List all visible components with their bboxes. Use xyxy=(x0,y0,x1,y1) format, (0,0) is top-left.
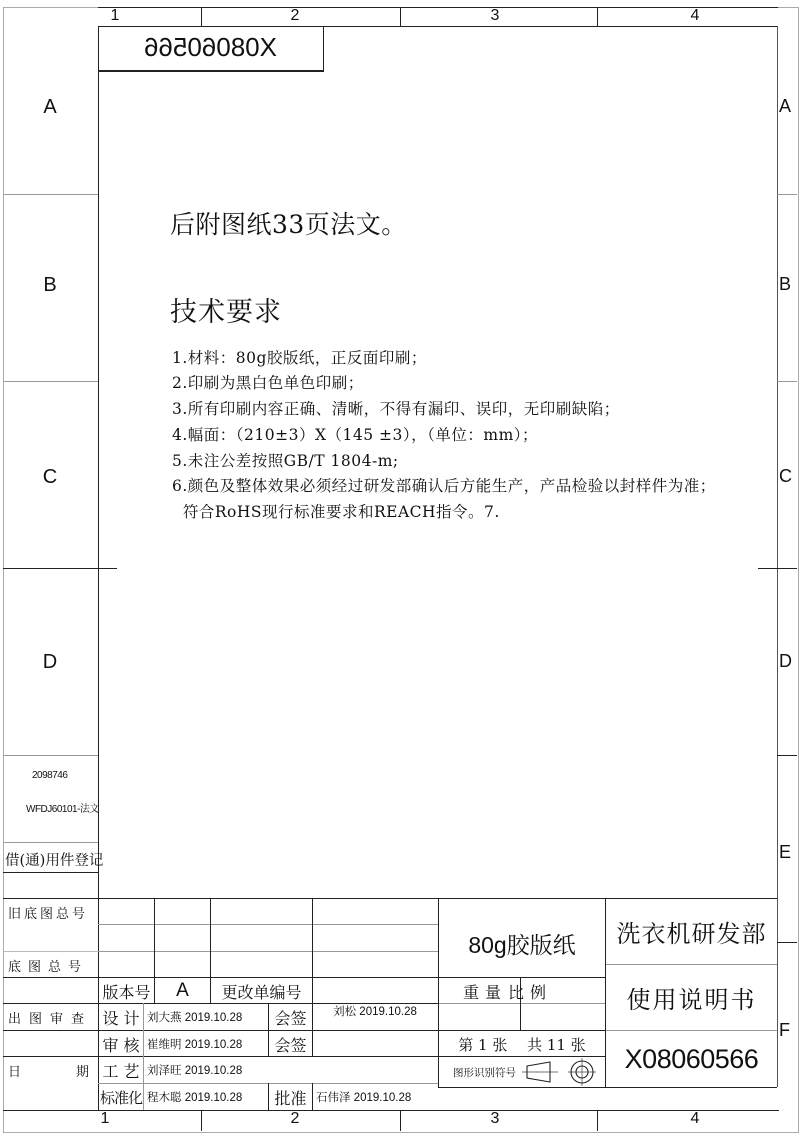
scale-label: 比例 xyxy=(508,982,553,1002)
tb-vline xyxy=(312,898,313,1003)
old-base-number-label: 旧底图总号 xyxy=(8,906,89,922)
version-value: A xyxy=(176,980,189,1001)
approval-value[interactable]: 石伟泽 2019.10.28 xyxy=(316,1092,412,1104)
zone-divider-left xyxy=(3,194,98,195)
signature-role-review: 审 核 xyxy=(102,1035,140,1055)
col-divider-bottom xyxy=(597,1110,598,1131)
row-letter-right-e: E xyxy=(779,842,792,862)
sheet-info: 第 1 张 共 11 张 xyxy=(458,1035,586,1054)
signature-value-process[interactable]: 刘泽旺 2019.10.28 xyxy=(147,1065,243,1077)
version-label: 版本号 xyxy=(102,982,151,1002)
requirement-item: 5.未注公差按照GB/T 1804-m; xyxy=(172,452,399,470)
column-number-4: 4 xyxy=(690,7,700,24)
mirrored-part-number: X08060566 xyxy=(143,32,278,62)
requirement-item: 6.颜色及整体效果必须经过研发部确认后方能生产，产品检验以封样件为准； xyxy=(172,477,716,495)
side-doc-code: WFDJ60101-法文 xyxy=(26,804,99,815)
approval-label: 批准 xyxy=(274,1088,307,1108)
zone-divider-left xyxy=(3,381,98,382)
review-label: 出图审查 xyxy=(8,1011,93,1027)
document-name: 使用说明书 xyxy=(626,986,757,1014)
symbol-row xyxy=(439,1057,605,1087)
row-letter-right-a: A xyxy=(779,96,792,116)
material-text: 80g胶版纸 xyxy=(468,931,576,958)
side-doc-number: 2098746 xyxy=(32,770,68,781)
signature-value-standardization[interactable]: 程木聪 2019.10.28 xyxy=(147,1092,243,1104)
change-order-label: 更改单编号 xyxy=(221,982,302,1002)
tb-vline xyxy=(154,898,155,977)
countersign-label-1: 会签 xyxy=(274,1008,307,1028)
attached-drawings-note: 后附图纸33页法文。 xyxy=(170,210,407,239)
top-strip-topline xyxy=(98,7,778,8)
column-number-bottom-4: 4 xyxy=(690,1110,700,1127)
col-divider xyxy=(201,7,202,26)
inner-frame-right xyxy=(777,26,778,1087)
borrow-register-label: 借(通)用件登记 xyxy=(5,853,104,869)
requirement-item: 4.幅面：（210±3）X（145 ±3），（单位：mm）； xyxy=(172,426,539,444)
col-divider-bottom xyxy=(400,1110,401,1131)
material-name xyxy=(439,899,605,977)
signature-role-design: 设 计 xyxy=(102,1008,140,1028)
projection-circle-icon xyxy=(568,1058,596,1086)
tb-line xyxy=(98,951,438,952)
row-letter-right-d: D xyxy=(779,651,792,671)
col-divider xyxy=(597,7,598,26)
requirement-item: 2.印刷为黑白色单色印刷； xyxy=(172,374,364,392)
part-number: X08060566 xyxy=(624,1043,759,1074)
column-number-bottom-1: 1 xyxy=(100,1110,110,1127)
requirement-item: 符合RoHS现行标准要求和REACH指令。7. xyxy=(172,503,500,521)
row-letter-d: D xyxy=(42,651,58,673)
signature-value-review[interactable]: 崔维明 2019.10.28 xyxy=(147,1039,243,1051)
department-name: 洗衣机研发部 xyxy=(616,920,767,948)
requirement-item: 3.所有印刷内容正确、清晰，不得有漏印、误印，无印刷缺陷； xyxy=(172,400,620,418)
column-number-bottom-3: 3 xyxy=(490,1110,500,1127)
col-divider-bottom xyxy=(201,1110,202,1131)
countersign-value-1[interactable]: 刘松 2019.10.28 xyxy=(333,1006,417,1018)
zone-divider-left xyxy=(3,872,98,873)
col-divider xyxy=(400,7,401,26)
zone-divider-right xyxy=(777,381,797,382)
row-letter-right-b: B xyxy=(779,274,792,294)
tb-vline xyxy=(312,1083,313,1110)
column-number-2: 2 xyxy=(290,7,300,24)
row-letter-right-c: C xyxy=(779,466,792,486)
zone-tick xyxy=(777,942,797,943)
zone-divider-right xyxy=(758,568,797,569)
signature-role-standardization: 标准化 xyxy=(99,1088,142,1107)
base-number-label: 底图总号 xyxy=(8,959,89,975)
column-number-bottom-2: 2 xyxy=(290,1110,300,1127)
projection-cone-icon xyxy=(522,1061,558,1083)
tb-line xyxy=(438,1087,777,1088)
tb-vline xyxy=(143,1003,144,1110)
row-letter-c: C xyxy=(42,466,58,488)
zone-divider-left xyxy=(3,755,98,756)
symbol-label: 图形识别符号 xyxy=(453,1066,516,1079)
date-label: 日 期 xyxy=(8,1064,94,1080)
row-letter-right-f: F xyxy=(779,1020,790,1040)
zone-divider-left xyxy=(3,568,117,569)
column-number-1: 1 xyxy=(110,7,120,24)
row-letter-b: B xyxy=(43,274,57,296)
countersign-value-2[interactable] xyxy=(313,1031,437,1057)
countersign-label-2: 会签 xyxy=(274,1035,307,1055)
zone-divider-left xyxy=(3,842,98,843)
signature-value-design[interactable]: 刘大燕 2019.10.28 xyxy=(147,1012,243,1024)
tb-line xyxy=(98,924,438,925)
row-letter-a: A xyxy=(43,96,57,118)
zone-divider-right xyxy=(777,755,797,756)
weight-label: 重量 xyxy=(463,982,508,1002)
column-number-3: 3 xyxy=(490,7,500,24)
signature-role-process: 工 艺 xyxy=(102,1061,140,1081)
zone-divider-right xyxy=(777,194,797,195)
tech-requirements-title: 技术要求 xyxy=(170,297,282,328)
requirement-item: 1.材料：80g胶版纸，正反面印刷； xyxy=(172,349,427,367)
